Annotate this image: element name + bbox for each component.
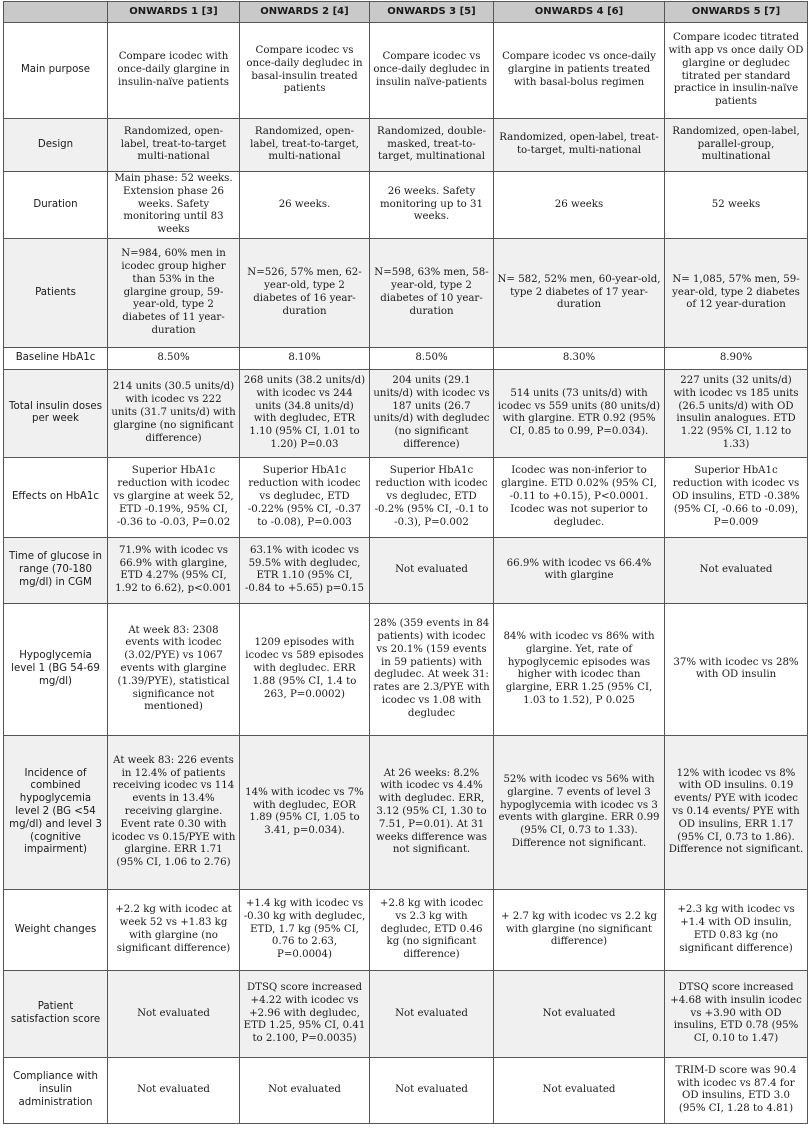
row-label: Time of glucose in range (70-180 mg/dl) in CGM bbox=[4, 537, 108, 603]
row-label: Duration bbox=[4, 172, 108, 239]
table-cell: 227 units (32 units/d) with icodec vs 185 units (26.5 units/d) with OD insulin analogues. ETD 1.22 (95% CI, 1.12 to 1.33) bbox=[665, 369, 808, 457]
row-label: Baseline HbA1c bbox=[4, 347, 108, 369]
table-row bbox=[4, 1057, 808, 1123]
table-cell: +2.2 kg with icodec at week 52 vs +1.83 kg with glargine (no significant difference) bbox=[108, 889, 240, 970]
table-cell: 66.9% with icodec vs 66.4% with glargine bbox=[494, 537, 665, 603]
row-label: Hypoglycemia level 1 (BG 54-69 mg/dl) bbox=[4, 603, 108, 735]
table-cell: Not evaluated bbox=[108, 1057, 240, 1123]
table-cell: 71.9% with icodec vs 66.9% with glargine, ETD 4.27% (95% CI, 1.92 to 6.62), p<0.001 bbox=[108, 537, 240, 603]
table-cell: Not evaluated bbox=[370, 537, 494, 603]
table-cell: +1.4 kg with icodec vs -0.30 kg with degludec, ETD, 1.7 kg (95% CI, 0.76 to 2.63, P=0.0004) bbox=[240, 889, 370, 970]
table-cell: 514 units (73 units/d) with icodec vs 559 units (80 units/d) with glargine. ETR 0.92 (95% CI, 0.85 to 0.99, P=0.034). bbox=[494, 369, 665, 457]
table-cell: 8.90% bbox=[665, 347, 808, 369]
table-cell: Not evaluated bbox=[494, 1057, 665, 1123]
row-label: Main purpose bbox=[4, 23, 108, 119]
header-onwards-3: ONWARDS 3 [5] bbox=[370, 2, 494, 23]
table-cell: At week 83: 2308 events with icodec (3.02/PYE) vs 1067 events with glargine (1.39/PYE), statistical significance not mentioned) bbox=[108, 603, 240, 735]
table-cell: TRIM-D score was 90.4 with icodec vs 87.4 for OD insulins, ETD 3.0 (95% CI, 1.28 to 4.81) bbox=[665, 1057, 808, 1123]
header-onwards-4: ONWARDS 4 [6] bbox=[494, 2, 665, 23]
header-onwards-5: ONWARDS 5 [7] bbox=[665, 2, 808, 23]
table-cell: Not evaluated bbox=[370, 1057, 494, 1123]
table-cell: Compare icodec vs once-daily degludec in insulin naïve-patients bbox=[370, 23, 494, 119]
table-cell: Compare icodec vs once-daily glargine in patients treated with basal-bolus regimen bbox=[494, 23, 665, 119]
table-cell: Compare icodec titrated with app vs once daily OD glargine or degludec titrated per standard practice in insulin-naïve patients bbox=[665, 23, 808, 119]
table-cell: 12% with icodec vs 8% with OD insulins. 0.19 events/ PYE with icodec vs 0.14 events/ PYE with OD insulins, ERR 1.17 (95% CI, 0.73 to 1.86). Difference not significant. bbox=[665, 735, 808, 889]
table-row bbox=[4, 369, 808, 457]
table-cell: 8.30% bbox=[494, 347, 665, 369]
table-row bbox=[4, 889, 808, 970]
row-label: Design bbox=[4, 119, 108, 172]
row-label: Weight changes bbox=[4, 889, 108, 970]
table-cell: At week 83: 226 events in 12.4% of patients receiving icodec vs 114 events in 13.4% receiving glargine. Event rate 0.30 with icodec vs 0.15/PYE with glargine. ERR 1.71 (95% CI, 1.06 to 2.76) bbox=[108, 735, 240, 889]
table-cell: 14% with icodec vs 7% with degludec, EOR 1.89 (95% CI, 1.05 to 3.41, p=0.034). bbox=[240, 735, 370, 889]
table-cell: Not evaluated bbox=[370, 970, 494, 1057]
table-cell: Randomized, open-label, treat-to-target, multi-national bbox=[240, 119, 370, 172]
row-label: Compliance with insulin administration bbox=[4, 1057, 108, 1123]
table-cell: 204 units (29.1 units/d) with icodec vs 187 units (26.7 units/d) with degludec (no significant difference) bbox=[370, 369, 494, 457]
table-cell: +2.8 kg with icodec vs 2.3 kg with degludec, ETD 0.46 kg (no significant difference) bbox=[370, 889, 494, 970]
table-header-row bbox=[4, 2, 808, 23]
table-cell: 28% (359 events in 84 patients) with icodec vs 20.1% (159 events in 59 patients) with degludec. At week 31: rates are 2.3/PYE with icodec vs 1.08 with degludec bbox=[370, 603, 494, 735]
table-cell: N=526, 57% men, 62-year-old, type 2 diabetes of 16 year-duration bbox=[240, 238, 370, 347]
header-onwards-1: ONWARDS 1 [3] bbox=[108, 2, 240, 23]
row-label: Patient satisfaction score bbox=[4, 970, 108, 1057]
table-cell: Not evaluated bbox=[108, 970, 240, 1057]
table-row bbox=[4, 23, 808, 119]
table-row bbox=[4, 970, 808, 1057]
table-cell: N=984, 60% men in icodec group higher than 53% in the glargine group, 59-year-old, type 2 diabetes of 11 year-duration bbox=[108, 238, 240, 347]
onwards-trials-table bbox=[3, 1, 808, 1124]
table-row bbox=[4, 238, 808, 347]
table-cell: Compare icodec with once-daily glargine in insulin-naïve patients bbox=[108, 23, 240, 119]
table-cell: + 2.7 kg with icodec vs 2.2 kg with glargine (no significant difference) bbox=[494, 889, 665, 970]
table-cell: Superior HbA1c reduction with icodec vs degludec, ETD -0.22% (95% CI, -0.37 to -0.08), P=0.003 bbox=[240, 457, 370, 537]
table-cell: Not evaluated bbox=[494, 970, 665, 1057]
table-row bbox=[4, 457, 808, 537]
table-cell: At 26 weeks: 8.2% with icodec vs 4.4% with degludec. ERR, 3.12 (95% CI, 1.30 to 7.51, P=0.01). At 31 weeks difference was not significant. bbox=[370, 735, 494, 889]
table-cell: 26 weeks. bbox=[240, 172, 370, 239]
table-cell: Not evaluated bbox=[665, 537, 808, 603]
table-cell: 8.10% bbox=[240, 347, 370, 369]
table-row bbox=[4, 735, 808, 889]
table-row bbox=[4, 172, 808, 239]
table-row bbox=[4, 537, 808, 603]
table-cell: Randomized, open-label, treat-to-target, multi-national bbox=[494, 119, 665, 172]
table-cell: 63.1% with icodec vs 59.5% with degludec, ETR 1.10 (95% CI, -0.84 to +5.65) p=0.15 bbox=[240, 537, 370, 603]
table-cell: Randomized, open-label, treat-to-target multi-national bbox=[108, 119, 240, 172]
table-cell: 1209 episodes with icodec vs 589 episodes with degludec. ERR 1.88 (95% CI, 1.4 to 263, P=0.0002) bbox=[240, 603, 370, 735]
table-cell: Main phase: 52 weeks. Extension phase 26 weeks. Safety monitoring until 83 weeks bbox=[108, 172, 240, 239]
table-cell: N=598, 63% men, 58-year-old, type 2 diabetes of 10 year-duration bbox=[370, 238, 494, 347]
table-cell: 26 weeks. Safety monitoring up to 31 weeks. bbox=[370, 172, 494, 239]
table-row bbox=[4, 119, 808, 172]
table-cell: Superior HbA1c reduction with icodec vs degludec, ETD -0.2% (95% CI, -0.1 to -0.3), P=0.002 bbox=[370, 457, 494, 537]
table-cell: Superior HbA1c reduction with icodec vs glargine at week 52, ETD -0.19%, 95% CI, -0.36 to -0.03, P=0.02 bbox=[108, 457, 240, 537]
table-cell: N= 582, 52% men, 60-year-old, type 2 diabetes of 17 year-duration bbox=[494, 238, 665, 347]
table-cell: Randomized, double-masked, treat-to-target, multinational bbox=[370, 119, 494, 172]
table-cell: N= 1,085, 57% men, 59-year-old, type 2 diabetes of 12 year-duration bbox=[665, 238, 808, 347]
header-corner bbox=[4, 2, 108, 23]
table-cell: 52% with icodec vs 56% with glargine. 7 events of level 3 hypoglycemia with icodec vs 3 events with glargine. ERR 0.99 (95% CI, 0.73 to 1.33). Difference not significant. bbox=[494, 735, 665, 889]
table-cell: Icodec was non-inferior to glargine. ETD 0.02% (95% CI, -0.11 to +0.15), P<0.0001. Icodec was not superior to degludec. bbox=[494, 457, 665, 537]
table-cell: 214 units (30.5 units/d) with icodec vs 222 units (31.7 units/d) with glargine (no significant difference) bbox=[108, 369, 240, 457]
table-row bbox=[4, 347, 808, 369]
table-cell: 268 units (38.2 units/d) with icodec vs 244 units (34.8 units/d) with degludec, ETR 1.10 (95% CI, 1.01 to 1.20) P=0.03 bbox=[240, 369, 370, 457]
table-cell: 84% with icodec vs 86% with glargine. Yet, rate of hypoglycemic episodes was higher with icodec than glargine, ERR 1.25 (95% CI, 1.03 to 1.52), P 0.025 bbox=[494, 603, 665, 735]
table-cell: 52 weeks bbox=[665, 172, 808, 239]
table-cell: DTSQ score increased +4.68 with insulin icodec vs +3.90 with OD insulins, ETD 0.78 (95% CI, 0.10 to 1.47) bbox=[665, 970, 808, 1057]
table-cell: +2.3 kg with icodec vs +1.4 with OD insulin, ETD 0.83 kg (no significant difference) bbox=[665, 889, 808, 970]
table-cell: Randomized, open-label, parallel-group, multinational bbox=[665, 119, 808, 172]
row-label: Incidence of combined hypoglycemia level 2 (BG <54 mg/dl) and level 3 (cognitive impairment) bbox=[4, 735, 108, 889]
row-label: Patients bbox=[4, 238, 108, 347]
table-cell: 37% with icodec vs 28% with OD insulin bbox=[665, 603, 808, 735]
comparison-table-wrapper bbox=[3, 1, 807, 1124]
row-label: Total insulin doses per week bbox=[4, 369, 108, 457]
table-cell: Compare icodec vs once-daily degludec in basal-insulin treated patients bbox=[240, 23, 370, 119]
row-label: Effects on HbA1c bbox=[4, 457, 108, 537]
table-cell: Not evaluated bbox=[240, 1057, 370, 1123]
table-cell: DTSQ score increased +4.22 with icodec vs +2.96 with degludec, ETD 1.25, 95% CI, 0.41 to 2.100, P=0.0035) bbox=[240, 970, 370, 1057]
table-cell: Superior HbA1c reduction with icodec vs OD insulins, ETD -0.38% (95% CI, -0.66 to -0.09), P=0.009 bbox=[665, 457, 808, 537]
table-cell: 8.50% bbox=[370, 347, 494, 369]
table-cell: 26 weeks bbox=[494, 172, 665, 239]
table-cell: 8.50% bbox=[108, 347, 240, 369]
header-onwards-2: ONWARDS 2 [4] bbox=[240, 2, 370, 23]
table-row bbox=[4, 603, 808, 735]
